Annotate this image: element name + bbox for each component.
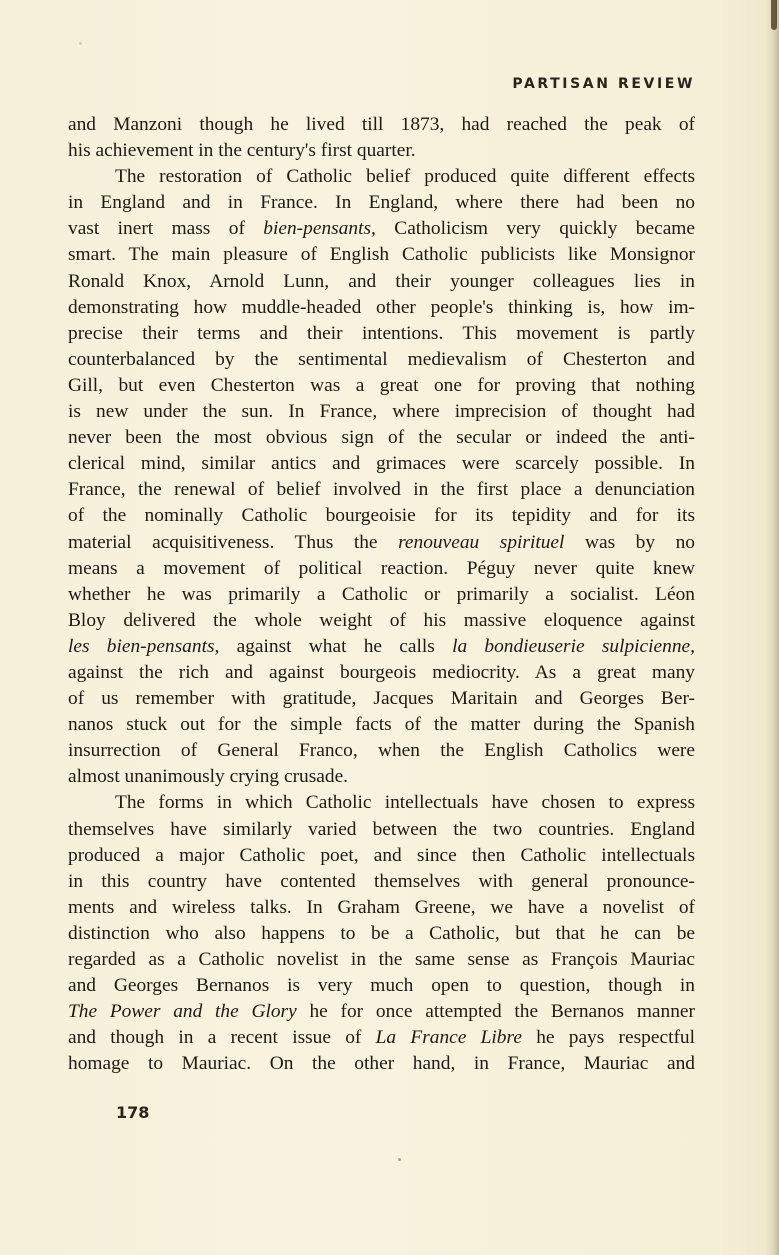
print-speck	[79, 42, 82, 45]
print-speck	[398, 1158, 401, 1161]
text-line	[68, 1025, 695, 1051]
text-segment: in England and in France. In England, where there had been no	[68, 192, 695, 214]
text-line	[68, 347, 695, 373]
text-segment: and Manzoni though he lived till 1873, had reached the peak of	[68, 114, 695, 135]
text-line	[68, 530, 695, 556]
page-edge-mark	[771, 0, 777, 30]
text-line	[68, 973, 695, 999]
text-line	[68, 869, 695, 895]
text-line	[68, 477, 695, 503]
italic-phrase: bien-pensants,	[263, 218, 376, 240]
text-segment: never been the most obvious sign of the secular or indeed the anti-	[68, 427, 695, 449]
italic-phrase: les bien-pensants,	[68, 635, 220, 657]
text-segment: Gill, but even Chesterton was a great one for proving that nothing	[68, 374, 695, 396]
text-segment: means a movement of political reaction. Péguy never quite knew	[68, 557, 695, 579]
text-segment: vast inert mass of	[68, 218, 264, 240]
text-segment: in this country have contented themselves with general pronounce-	[68, 870, 695, 892]
text-line	[68, 399, 695, 425]
text-line	[68, 112, 695, 138]
text-line	[68, 425, 695, 451]
text-line	[68, 817, 695, 843]
text-line	[68, 451, 695, 477]
text-line	[68, 921, 695, 947]
text-segment: France, the renewal of belief involved in the first place a denunciation	[68, 479, 695, 501]
text-segment: The restoration of Catholic belief produced quite different effects	[115, 166, 695, 188]
text-line	[68, 738, 695, 764]
text-segment: of us remember with gratitude, Jacques Maritain and Georges Ber-	[68, 688, 695, 710]
text-segment: against the rich and against bourgeois mediocrity. As a great many	[68, 661, 695, 683]
text-line	[68, 269, 695, 295]
text-segment: and though in a recent issue of	[68, 1027, 376, 1049]
running-head: PARTISAN REVIEW	[512, 76, 695, 92]
text-line	[68, 321, 695, 347]
text-segment: counterbalanced by the sentimental medievalism of Chesterton and	[68, 348, 695, 370]
text-segment: almost unanimously crying crusade.	[68, 766, 349, 788]
text-segment: he pays respectful	[521, 1027, 695, 1049]
text-line	[68, 634, 695, 660]
text-line	[68, 1051, 695, 1077]
text-segment: precise their terms and their intentions. This movement is partly	[68, 322, 695, 344]
text-segment: The forms in which Catholic intellectuals have chosen to express	[115, 792, 695, 814]
text-line	[68, 556, 695, 582]
text-line	[68, 608, 695, 634]
text-segment: themselves have similarly varied between the two countries. England	[68, 818, 695, 840]
text-segment: produced a major Catholic poet, and since then Catholic intellectuals	[68, 844, 695, 866]
text-line	[68, 712, 695, 738]
text-segment: smart. The main pleasure of English Catholic publicists like Monsignor	[68, 244, 695, 266]
page-edge-shadow	[765, 0, 779, 1255]
italic-phrase: La France Libre	[375, 1027, 522, 1049]
text-segment: Bloy delivered the whole weight of his massive eloquence against	[68, 609, 695, 631]
text-line	[68, 503, 695, 529]
text-segment: homage to Mauriac. On the other hand, in France, Mauriac and	[68, 1053, 695, 1075]
text-segment: nanos stuck out for the simple facts of the matter during the Spanish	[68, 714, 695, 736]
text-line	[68, 764, 695, 790]
text-segment: distinction who also happens to be a Catholic, but that he can be	[68, 922, 695, 944]
text-line	[68, 164, 695, 190]
text-segment: regarded as a Catholic novelist in the same sense as François Mauriac	[68, 949, 695, 970]
text-line	[68, 242, 695, 268]
italic-phrase: The Power and the Glory	[68, 1001, 297, 1023]
text-line	[68, 895, 695, 921]
text-segment: was by no	[564, 531, 695, 553]
text-segment: of the nominally Catholic bourgeoisie for its tepidity and for its	[68, 505, 695, 527]
text-line	[68, 190, 695, 216]
text-segment: insurrection of General Franco, when the English Catholics were	[68, 740, 695, 762]
text-line	[68, 373, 695, 399]
text-segment: demonstrating how muddle-headed other people's thinking is, how im-	[68, 296, 695, 318]
italic-phrase: la bondieuserie sulpicienne,	[452, 635, 695, 657]
text-line	[68, 843, 695, 869]
text-line	[68, 295, 695, 321]
text-line	[68, 660, 695, 686]
text-segment: against what he calls	[219, 635, 453, 657]
text-segment: is new under the sun. In France, where imprecision of thought had	[68, 401, 695, 423]
text-line	[68, 216, 695, 242]
text-segment: and Georges Bernanos is very much open to question, though in	[68, 975, 695, 997]
text-segment: he for once attempted the Bernanos manner	[296, 1001, 695, 1023]
text-line	[68, 947, 695, 973]
text-line	[68, 790, 695, 816]
text-segment: his achievement in the century's first quarter.	[68, 140, 416, 162]
text-line	[68, 999, 695, 1025]
text-segment: ments and wireless talks. In Graham Greene, we have a novelist of	[68, 896, 695, 918]
text-segment: Catholicism very quickly became	[375, 218, 695, 240]
page-number: 178	[116, 1103, 150, 1122]
text-line	[68, 686, 695, 712]
italic-phrase: renouveau spirituel	[398, 531, 565, 553]
text-segment: material acquisitiveness. Thus the	[68, 531, 399, 553]
text-segment: Ronald Knox, Arnold Lunn, and their younger colleagues lies in	[68, 270, 695, 292]
text-line	[68, 138, 695, 164]
body-text	[68, 112, 695, 1077]
text-line	[68, 582, 695, 608]
text-segment: clerical mind, similar antics and grimaces were scarcely possible. In	[68, 453, 695, 475]
text-segment: whether he was primarily a Catholic or primarily a socialist. Léon	[68, 583, 695, 605]
